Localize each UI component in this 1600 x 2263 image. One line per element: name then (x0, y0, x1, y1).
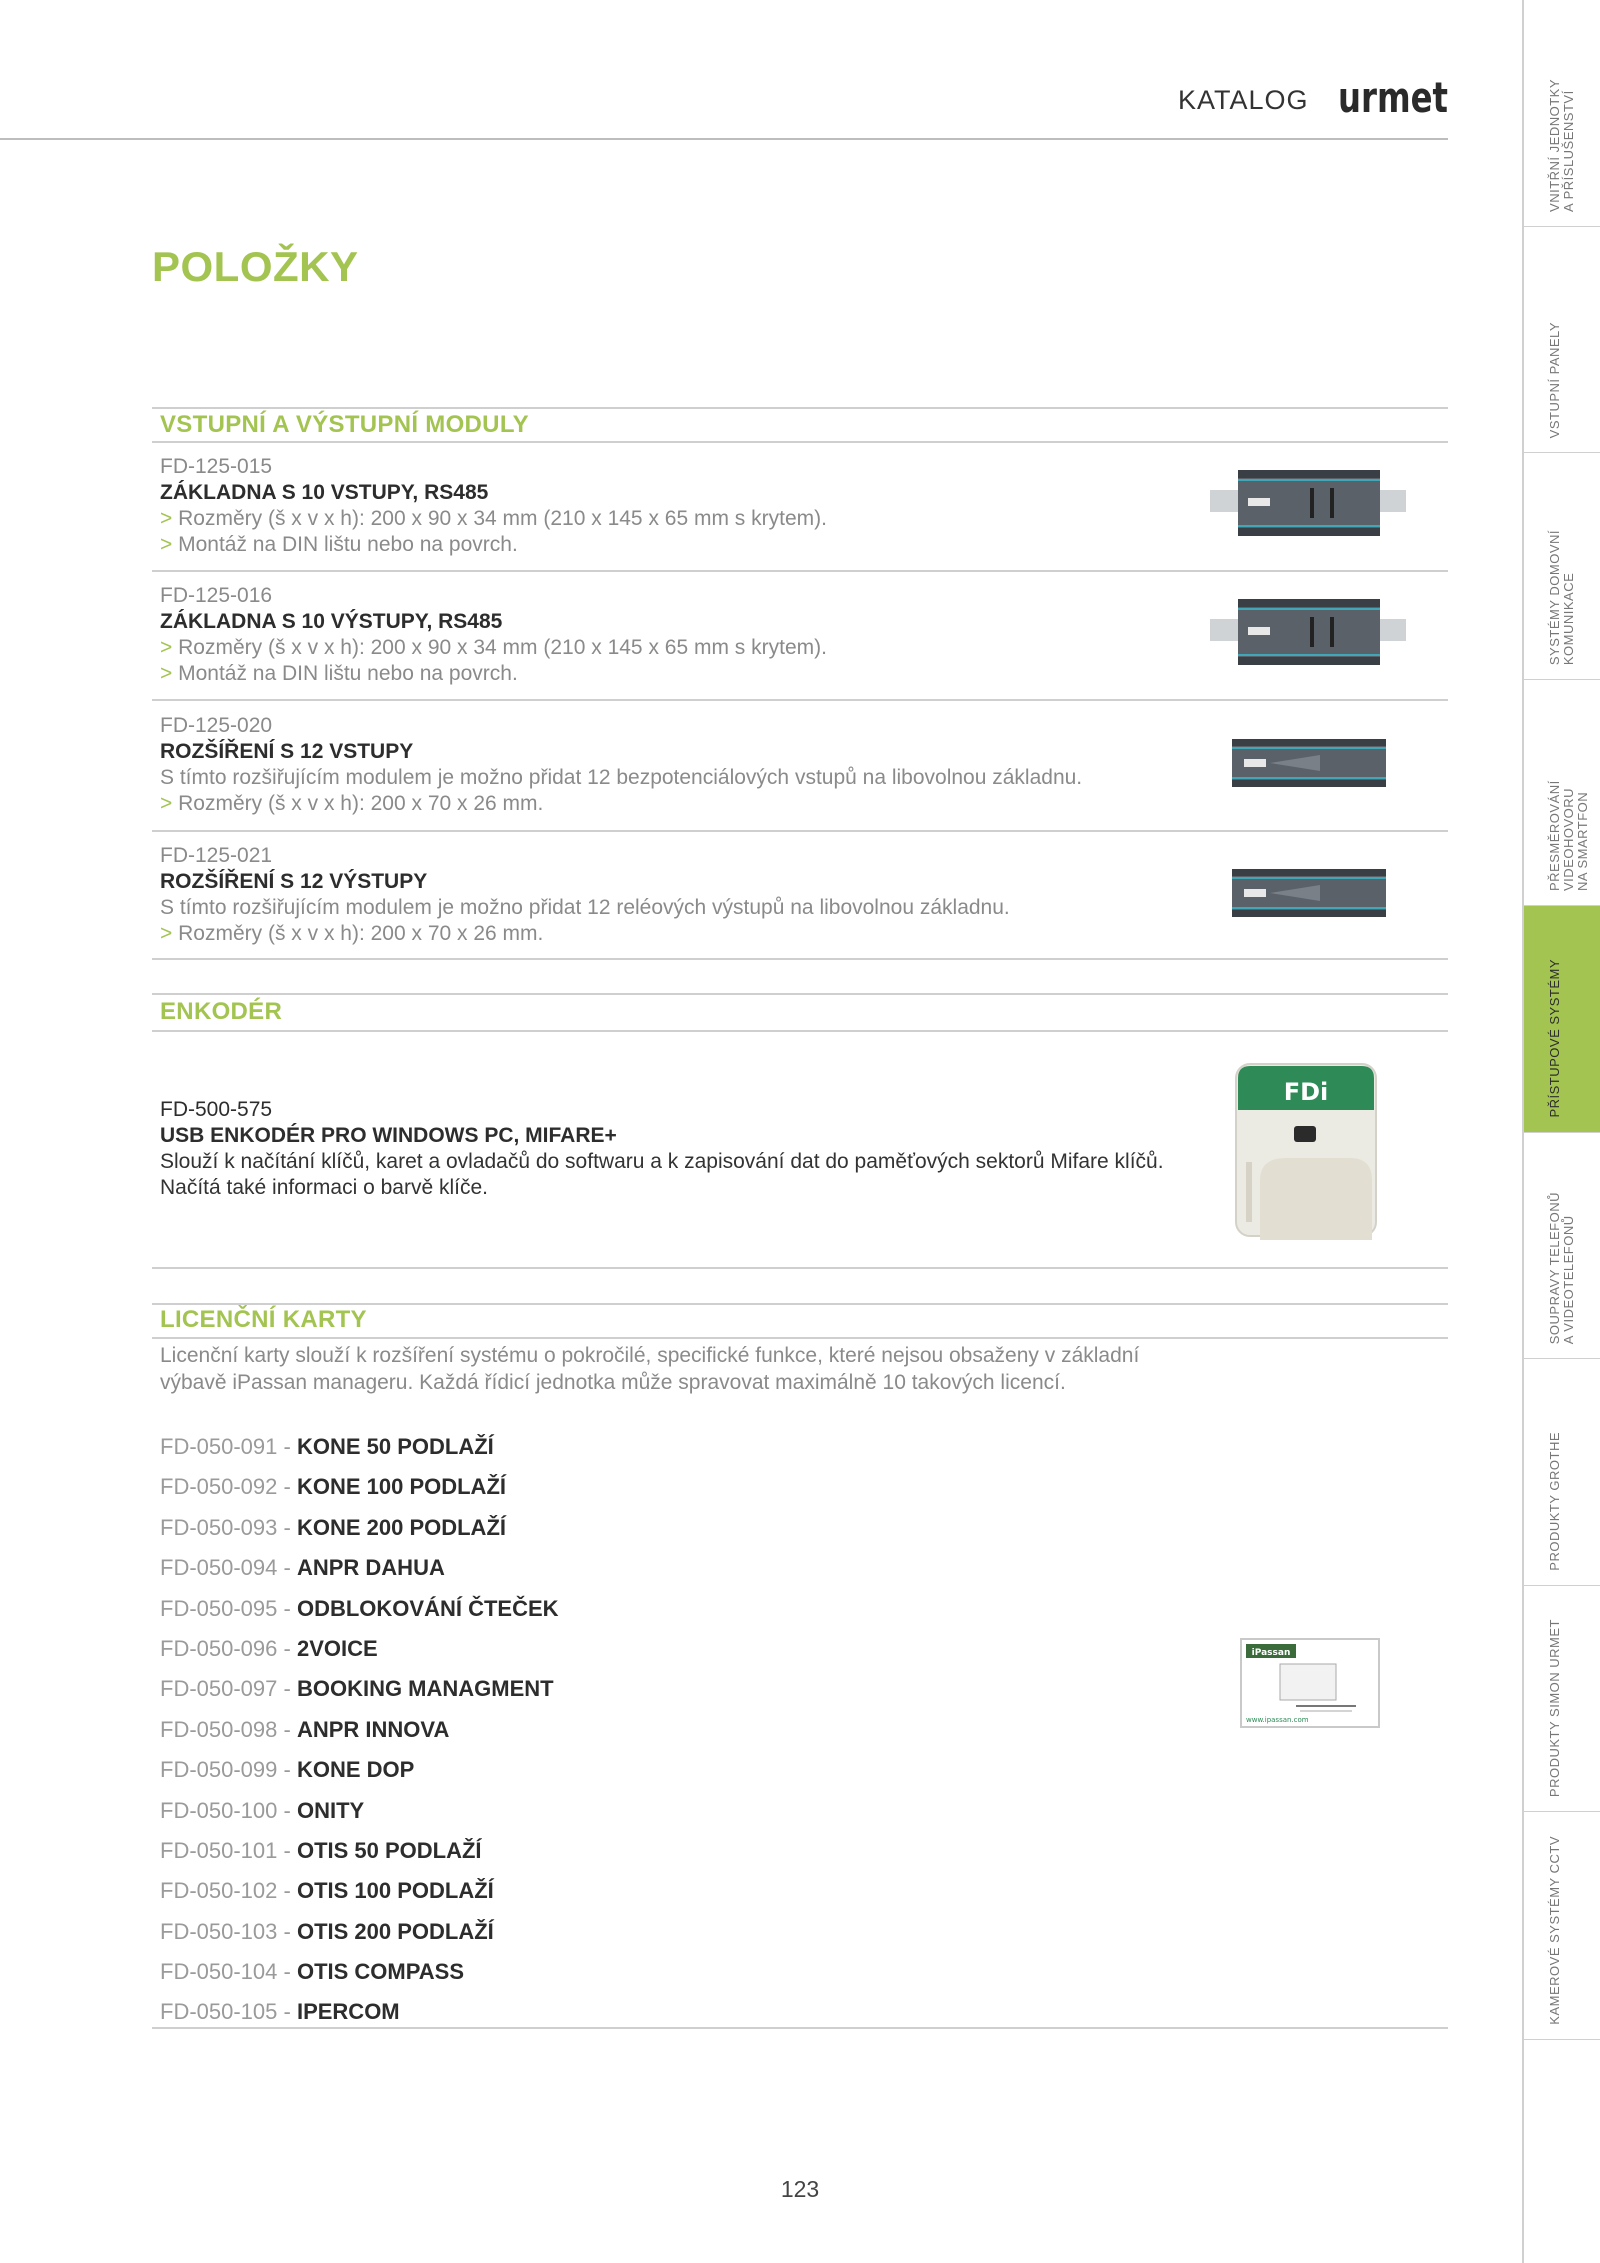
urmet-logo (1338, 72, 1450, 122)
product-name: USB ENKODÉR PRO WINDOWS PC, MIFARE+ (160, 1124, 617, 1147)
base-module-image (1210, 591, 1406, 673)
license-name: KONE 100 PODLAŽÍ (296, 1474, 506, 1500)
usb-encoder-image (1230, 1062, 1382, 1240)
license-row (160, 1433, 1060, 1473)
page-title: POLOŽKY (152, 243, 359, 290)
license-separator: - (277, 1797, 297, 1823)
license-description (160, 1342, 1200, 1396)
license-row (160, 1514, 1060, 1554)
license-description-line: výbavě iPassan manageru. Každá řídicí jednotka může spravovat maximálně 10 takových licencí. (160, 1371, 1066, 1394)
product-description: Načítá také informaci o barvě klíče. (160, 1176, 488, 1199)
sidebar-tab[interactable] (1524, 227, 1600, 453)
license-code: FD-050-092 (160, 1474, 278, 1500)
license-row (160, 1797, 1060, 1837)
product-code: FD-500-575 (160, 1098, 273, 1121)
product-item (160, 583, 1200, 687)
product-item (160, 843, 1200, 947)
product-code: FD-125-021 (160, 844, 273, 867)
section-rule (152, 2027, 1448, 2029)
sidebar-tab[interactable] (1524, 1812, 1600, 2040)
card-url-text: www.ipassan.com (1246, 1716, 1309, 1724)
sidebar-tab-line: VSTUPNÍ PANELY (1547, 321, 1562, 438)
urmet-logo-text: urmet (1338, 73, 1448, 122)
bullet-marker: > (160, 922, 179, 945)
license-separator: - (277, 1595, 297, 1621)
license-row (160, 1918, 1060, 1958)
bullet-marker: > (160, 662, 179, 685)
product-name: ZÁKLADNA S 10 VÝSTUPY, RS485 (160, 610, 503, 633)
sidebar-tab[interactable] (1524, 680, 1600, 906)
license-separator: - (277, 1474, 297, 1500)
license-separator: - (277, 1878, 297, 1904)
section-heading-io: VSTUPNÍ A VÝSTUPNÍ MODULY (160, 411, 529, 438)
license-code: FD-050-098 (160, 1716, 278, 1742)
license-name: IPERCOM (296, 1999, 400, 2025)
license-description-line: Licenční karty slouží k rozšíření systému o pokročilé, specifické funkce, které nejsou obsaženy v základní (160, 1344, 1140, 1367)
section-heading-encoder: ENKODÉR (160, 998, 283, 1025)
bullet-marker: > (160, 636, 179, 659)
sidebar-tab-label (1548, 79, 1576, 212)
base-module-image (1210, 462, 1406, 544)
license-row (160, 1716, 1060, 1756)
sidebar-tab-line: VNITŘNÍ JEDNOTKY (1547, 79, 1562, 212)
product-item (160, 454, 1200, 558)
page-number: 123 (780, 2176, 820, 2202)
header-divider (0, 138, 1448, 140)
license-code: FD-050-099 (160, 1757, 278, 1783)
bullet-marker: > (160, 792, 179, 815)
section-rule (152, 1337, 1448, 1339)
item-rule (152, 699, 1448, 701)
license-code: FD-050-097 (160, 1676, 278, 1702)
sidebar-tab[interactable] (1524, 906, 1600, 1133)
license-code: FD-050-102 (160, 1878, 278, 1904)
sidebar-tab-label (1548, 1192, 1576, 1344)
license-row (160, 1473, 1060, 1513)
product-spec: Rozměry (š x v x h): 200 x 70 x 26 mm. (178, 792, 544, 815)
license-name: OTIS 100 PODLAŽÍ (296, 1878, 494, 1904)
license-separator: - (277, 1837, 297, 1863)
license-separator: - (277, 1635, 297, 1661)
sidebar-tab[interactable] (1524, 0, 1600, 227)
license-row (160, 1837, 1060, 1877)
sidebar-tab-line: A VIDEOTELEFONŮ (1561, 1215, 1576, 1344)
sidebar-tab-label (1548, 680, 1590, 891)
license-code: FD-050-095 (160, 1595, 278, 1621)
license-code: FD-050-096 (160, 1635, 278, 1661)
card-logo-text: iPassan (1251, 1648, 1291, 1658)
section-heading-licenses: LICENČNÍ KARTY (160, 1306, 367, 1333)
product-spec: Rozměry (š x v x h): 200 x 90 x 34 mm (210 x 145 x 65 mm s krytem). (178, 507, 827, 530)
license-name: ONITY (296, 1797, 365, 1823)
license-separator: - (277, 1959, 297, 1985)
section-rule (152, 993, 1448, 995)
sidebar-tab-line: KOMUNIKACE (1561, 572, 1576, 665)
license-name: OTIS 200 PODLAŽÍ (296, 1918, 494, 1944)
license-separator: - (277, 1757, 297, 1783)
license-row (160, 1756, 1060, 1796)
license-list (160, 1433, 1060, 2039)
item-rule (152, 830, 1448, 832)
license-code: FD-050-103 (160, 1918, 278, 1944)
expansion-module-image (1230, 863, 1388, 923)
license-code: FD-050-105 (160, 1999, 278, 2025)
license-code: FD-050-093 (160, 1514, 278, 1540)
license-code: FD-050-091 (160, 1434, 278, 1459)
license-code: FD-050-094 (160, 1555, 278, 1581)
license-name: OTIS COMPASS (296, 1959, 465, 1985)
section-rule (152, 441, 1448, 443)
sidebar-tab[interactable] (1524, 1359, 1600, 1586)
license-separator: - (277, 1918, 297, 1944)
section-rule (152, 1267, 1448, 1269)
product-description: S tímto rozšiřujícím modulem je možno přidat 12 reléových výstupů na libovolnou základnu. (160, 896, 1010, 919)
license-row (160, 1554, 1060, 1594)
sidebar-tab-line: KAMEROVÉ SYSTÉMY CCTV (1547, 1836, 1562, 2025)
sidebar-tab-label (1548, 959, 1562, 1118)
product-item (160, 713, 1200, 817)
product-description: Slouží k načítání klíčů, karet a ovladačů do softwaru a k zapisování dat do paměťových sektorů Mifare klíčů. (160, 1150, 1164, 1173)
sidebar-tab-line: PŘÍSTUPOVÉ SYSTÉMY (1547, 959, 1562, 1118)
sidebar-tab-line: PŘESMĚROVÁNÍ VIDEOHOVORU (1547, 780, 1576, 891)
license-name: BOOKING MANAGMENT (296, 1676, 554, 1702)
sidebar-tab-label (1548, 530, 1576, 665)
license-name: ANPR DAHUA (296, 1555, 445, 1581)
sidebar-tab[interactable] (1524, 1133, 1600, 1359)
product-code: FD-125-016 (160, 584, 273, 607)
sidebar-tab[interactable] (1524, 453, 1600, 680)
license-row (160, 1998, 1060, 2038)
license-row (160, 1595, 1060, 1635)
license-name: ANPR INNOVA (296, 1716, 450, 1742)
license-code: FD-050-101 (160, 1837, 278, 1863)
sidebar-tab-label (1548, 1432, 1562, 1571)
product-name: ROZŠÍŘENÍ S 12 VÝSTUPY (160, 870, 428, 893)
bullet-marker: > (160, 533, 179, 556)
product-code: FD-125-020 (160, 714, 273, 737)
license-name: OTIS 50 PODLAŽÍ (296, 1837, 482, 1863)
license-code: FD-050-104 (160, 1959, 278, 1985)
section-rule (152, 1303, 1448, 1305)
section-rule (152, 1030, 1448, 1032)
license-separator: - (277, 1999, 297, 2025)
expansion-module-image (1230, 733, 1388, 793)
item-rule (152, 570, 1448, 572)
license-row (160, 1675, 1060, 1715)
sidebar-tab[interactable] (1524, 1586, 1600, 1812)
license-separator: - (277, 1434, 297, 1459)
chapter-sidebar (1522, 0, 1600, 2263)
device-brand-label: FDi (1283, 1078, 1329, 1106)
sidebar-tab-line: SOUPRAVY TELEFONŮ (1547, 1191, 1562, 1344)
license-name: KONE 200 PODLAŽÍ (296, 1514, 506, 1540)
product-spec: Rozměry (š x v x h): 200 x 90 x 34 mm (210 x 145 x 65 mm s krytem). (178, 636, 827, 659)
sidebar-tab-line: A PŘÍSLUŠENSTVÍ (1561, 90, 1576, 212)
license-name: KONE DOP (296, 1757, 415, 1783)
product-name: ZÁKLADNA S 10 VSTUPY, RS485 (160, 481, 489, 504)
license-separator: - (277, 1514, 297, 1540)
product-spec: Rozměry (š x v x h): 200 x 70 x 26 mm. (178, 922, 544, 945)
license-row (160, 1635, 1060, 1675)
license-separator: - (277, 1716, 297, 1742)
item-rule (152, 958, 1448, 960)
license-separator: - (277, 1676, 297, 1702)
license-name: ODBLOKOVÁNÍ ČTEČEK (296, 1595, 559, 1621)
license-code: FD-050-100 (160, 1797, 278, 1823)
license-separator: - (277, 1555, 297, 1581)
license-name: KONE 50 PODLAŽÍ (296, 1434, 494, 1459)
license-card-image (1240, 1638, 1380, 1728)
sidebar-tab-line: NA SMARTFON (1575, 791, 1590, 891)
product-spec: Montáž na DIN lištu nebo na povrch. (178, 533, 518, 556)
sidebar-tab-line: SYSTÉMY DOMOVNÍ (1547, 529, 1562, 665)
sidebar-tab-line: PRODUKTY GROTHE (1547, 1432, 1562, 1571)
license-row (160, 1958, 1060, 1998)
sidebar-tab-label (1548, 322, 1562, 438)
section-rule (152, 407, 1448, 409)
sidebar-tab-label (1548, 1619, 1562, 1797)
license-name: 2VOICE (296, 1635, 378, 1661)
product-spec: Montáž na DIN lištu nebo na povrch. (178, 662, 518, 685)
catalog-label: KATALOG (1178, 85, 1309, 115)
sidebar-tab-line: PRODUKTY SIMON URMET (1547, 1618, 1562, 1797)
sidebar-tab-label (1548, 1836, 1562, 2025)
bullet-marker: > (160, 507, 179, 530)
product-code: FD-125-015 (160, 455, 273, 478)
license-row (160, 1877, 1060, 1917)
product-name: ROZŠÍŘENÍ S 12 VSTUPY (160, 740, 414, 763)
product-item (160, 1097, 1200, 1201)
product-description: S tímto rozšiřujícím modulem je možno přidat 12 bezpotenciálových vstupů na libovolnou základnu. (160, 766, 1083, 789)
